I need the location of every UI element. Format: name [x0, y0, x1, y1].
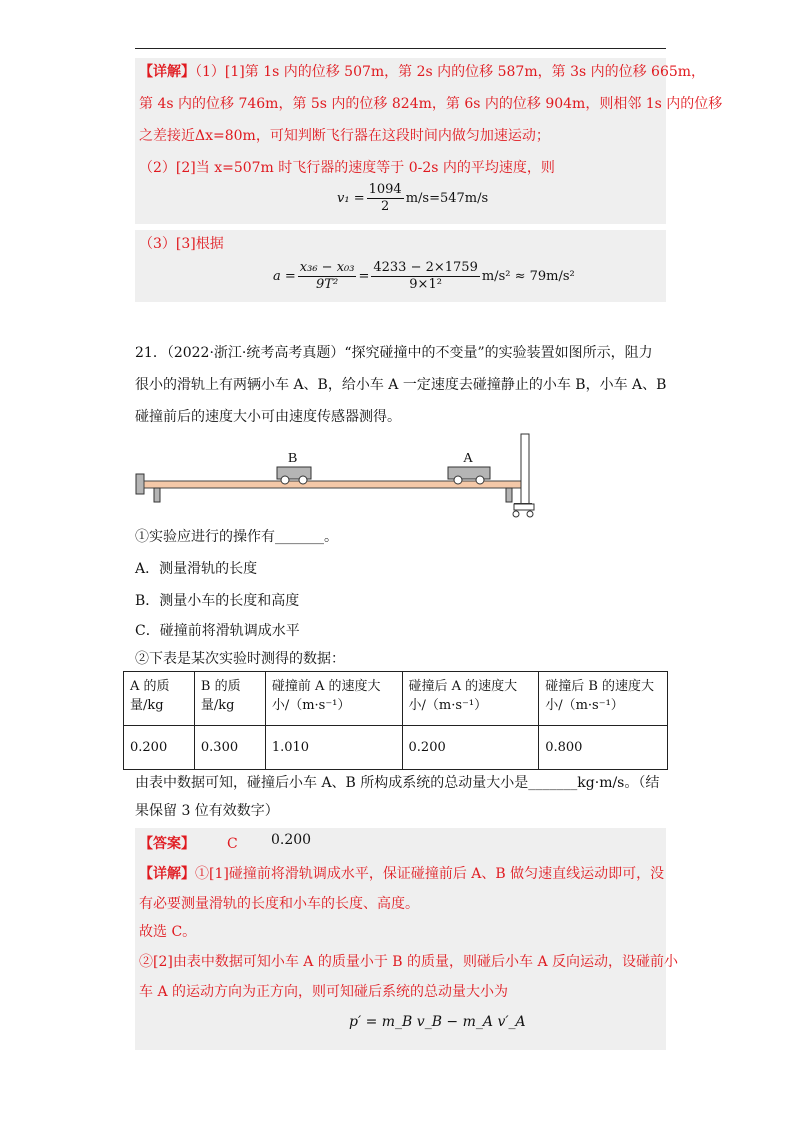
table-header-cell: 碰撞后 B 的速度大小/（m·s⁻¹）: [539, 672, 668, 726]
detail-line-5: 车 A 的运动方向为正方向，则可知碰后系统的总动量大小为: [139, 984, 509, 1000]
table-header-cell: A 的质量/kg: [124, 672, 195, 726]
question-after-1: 由表中数据可知，碰撞后小车 A、B 所构成系统的总动量大小是_______kg·m/s。（结: [135, 775, 660, 791]
formula-v1: v₁ = $\frac{1094}{2}$ m/s=547m/s: [337, 182, 489, 214]
cart-b-label: B: [288, 451, 298, 466]
question-stem-2: 很小的滑轨上有两辆小车 A、B，给小车 A 一定速度去碰撞静止的小车 B，小车 A、B: [135, 377, 667, 393]
question-stem-1: 21．（2022·浙江·统考高考真题）“探究碰撞中的不变量”的实验装置如图所示，阻力: [135, 345, 653, 361]
table-cell: 0.800: [539, 726, 668, 770]
fraction: $\frac{4233 - 2\times 1759}{\text{9×1²}}$: [373, 260, 478, 292]
solution-line-4: （2）[2]当 x=507m 时飞行器的速度等于 0-2s 内的平均速度，则: [139, 160, 555, 176]
left-stop: [136, 474, 144, 494]
apparatus-diagram: [130, 430, 550, 522]
detail-line-4: ②[2]由表中数据可知小车 A 的质量小于 B 的质量，则碰后小车 A 反向运动，设碰前小: [139, 954, 679, 970]
cart-a-label: A: [463, 451, 474, 466]
table-cell: 0.200: [402, 726, 539, 770]
solution-box-1: [135, 58, 723, 224]
table-cell: 1.010: [265, 726, 402, 770]
sub-question-1: ①实验应进行的操作有_______。: [135, 529, 338, 545]
table-header-cell: B 的质量/kg: [194, 672, 265, 726]
table-header-row: [124, 672, 668, 726]
detail-line-2: 有必要测量滑轨的长度和小车的长度、高度。: [139, 896, 419, 912]
option-b: B．测量小车的长度和高度: [135, 593, 300, 609]
question-after-2: 果保留 3 位有效数字）: [135, 803, 279, 819]
fraction: $\frac{1094}{2}$: [368, 182, 402, 214]
option-c: C．碰撞前将滑轨调成水平: [135, 623, 300, 639]
answer-box: [135, 828, 679, 1050]
question-stem-3: 碰撞前后的速度大小可由速度传感器测得。: [135, 409, 401, 425]
option-a: A．测量滑轨的长度: [135, 561, 258, 577]
formula-a: a = $\frac{\text{x₃₆ − x₀₃}}{\text{9T²}}$ = $\frac{4233 - 2\times 1759}{\text{9×1²}}$ m/s² ≈ 79m/s²: [273, 260, 575, 292]
detail-tag: 【详解】: [139, 866, 195, 882]
solution-line-5: （3）[3]根据: [139, 236, 224, 252]
table-row: [124, 726, 668, 770]
table-cell: 0.200: [124, 726, 195, 770]
velocity-sensor: [513, 434, 534, 517]
answer-2: 0.200: [271, 832, 312, 848]
solution-box-2: [135, 230, 666, 302]
header-rule: [135, 48, 666, 49]
rail: [144, 481, 521, 488]
solution-tag: 【详解】: [139, 64, 195, 80]
rail-leg-right: [506, 488, 512, 502]
sub-question-2: ②下表是某次实验时测得的数据：: [135, 651, 345, 667]
fraction: $\frac{\text{x₃₆ − x₀₃}}{\text{9T²}}$: [299, 260, 355, 292]
detail-line-1: 【详解】①[1]碰撞前将滑轨调成水平，保证碰撞前后 A、B 做匀速直线运动即可，没: [139, 866, 665, 882]
solution-line-2: 第 4s 内的位移 746m，第 5s 内的位移 824m，第 6s 内的位移 904m，则相邻 1s 内的位移: [139, 96, 723, 112]
rail-leg-left: [154, 488, 160, 502]
formula-momentum: p′ = m_B v_B − m_A v′_A: [349, 1014, 526, 1030]
data-table: [123, 671, 668, 770]
detail-line-3: 故选 C。: [139, 924, 197, 940]
table-header-cell: 碰撞后 A 的速度大小/（m·s⁻¹）: [402, 672, 539, 726]
answer-1: C: [227, 836, 238, 852]
solution-line-1: 【详解】（1）[1]第 1s 内的位移 507m，第 2s 内的位移 587m，第 3s 内的位移 665m，: [139, 64, 706, 80]
answer-tag: 【答案】: [139, 836, 195, 852]
table-cell: 0.300: [194, 726, 265, 770]
solution-line-3: 之差接近Δx=80m，可知判断飞行器在这段时间内做匀加速运动；: [139, 128, 550, 144]
table-header-cell: 碰撞前 A 的速度大小/（m·s⁻¹）: [265, 672, 402, 726]
answer-line: [139, 834, 195, 854]
